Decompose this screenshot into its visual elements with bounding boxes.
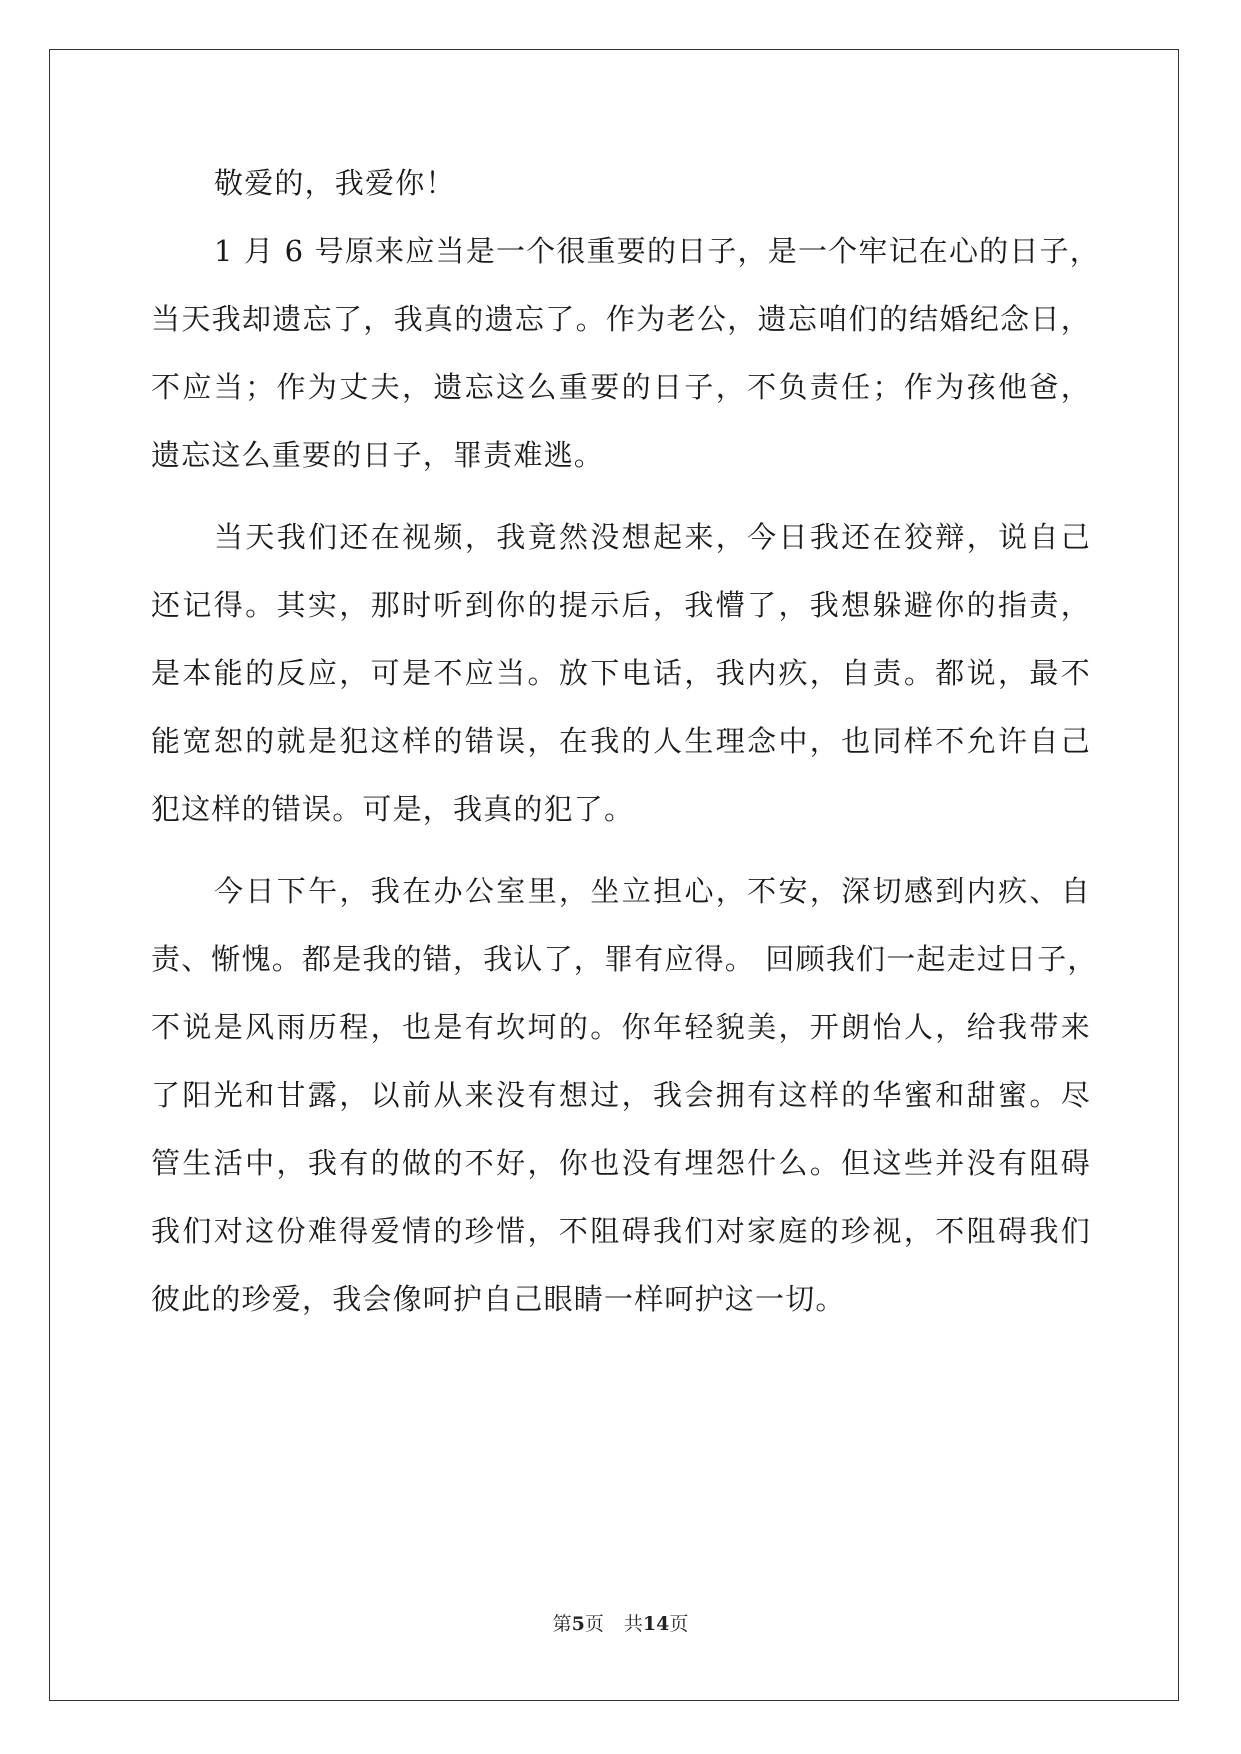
text-line: 能宽恕的就是犯这样的错误，在我的人生理念中，也同样不允许自己 <box>151 724 1091 758</box>
text-line: 是本能的反应，可是不应当。放下电话，我内疚，自责。都说，最不 <box>151 656 1091 690</box>
page-footer <box>0 1612 1241 1636</box>
text-line: 责、惭愧。都是我的错，我认了，罪有应得。 回顾我们一起走过日子， <box>151 942 1098 976</box>
page-number: 5 <box>571 1613 585 1635</box>
footer-page-suffix: 页 <box>584 1613 604 1635</box>
total-pages: 14 <box>642 1613 670 1635</box>
text-line: 遗忘这么重要的日子，罪责难逃。 <box>151 438 605 472</box>
text-line: 我们对这份难得爱情的珍惜，不阻碍我们对家庭的珍视，不阻碍我们 <box>151 1214 1091 1248</box>
text-line: 犯这样的错误。可是，我真的犯了。 <box>151 792 635 826</box>
text-line: 1 月 6 号原来应当是一个很重要的日子，是一个牢记在心的日子， <box>214 234 1100 268</box>
text-line: 当天我们还在视频，我竟然没想起来，今日我还在狡辩，说自己 <box>214 520 1091 554</box>
footer-total-prefix: 共 <box>623 1613 643 1635</box>
footer-total-suffix: 页 <box>669 1613 689 1635</box>
text-line: 今日下午，我在办公室里，坐立担心，不安，深切感到内疚、自 <box>214 874 1091 908</box>
text-line: 还记得。其实，那时听到你的提示后，我懵了，我想躲避你的指责， <box>151 588 1091 622</box>
text-line: 彼此的珍爱，我会像呵护自己眼睛一样呵护这一切。 <box>151 1282 846 1316</box>
footer-prefix: 第 <box>552 1613 572 1635</box>
text-line: 当天我却遗忘了，我真的遗忘了。作为老公，遗忘咱们的结婚纪念日， <box>151 302 1091 336</box>
text-line: 敬爱的，我爱你！ <box>214 166 456 200</box>
text-line: 管生活中，我有的做的不好，你也没有埋怨什么。但这些并没有阻碍 <box>151 1146 1091 1180</box>
text-line: 了阳光和甘露，以前从来没有想过，我会拥有这样的华蜜和甜蜜。尽 <box>151 1078 1091 1112</box>
text-line: 不说是风雨历程，也是有坎坷的。你年轻貌美，开朗怡人，给我带来 <box>151 1010 1091 1044</box>
text-line: 不应当；作为丈夫，遗忘这么重要的日子，不负责任；作为孩他爸， <box>151 370 1091 404</box>
